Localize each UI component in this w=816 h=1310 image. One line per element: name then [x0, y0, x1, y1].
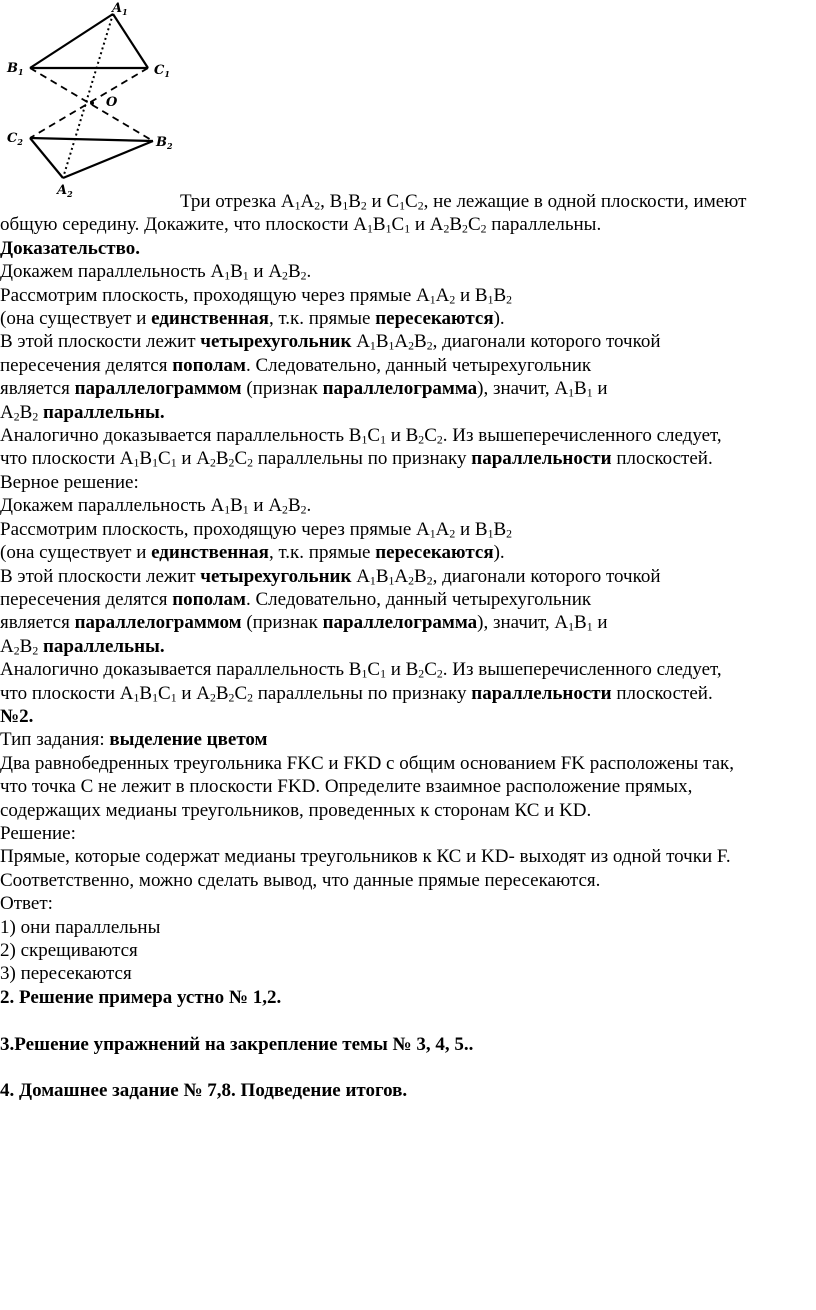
label-B2: $B_2$ — [156, 135, 173, 151]
correct-solution-label: Верное решение: — [0, 471, 139, 493]
task2-number: №2. — [0, 705, 34, 727]
proof-line: что плоскости $А_1В_1С_1$ и $А_2В_2С_2$ параллельны по признаку параллельности плоскостей. — [0, 682, 713, 704]
label-A2: $A_2$ — [57, 183, 73, 199]
task2-solution-line: Соответственно, можно сделать вывод, что данные прямые пересекаются. — [0, 869, 601, 891]
proof-line: Аналогично доказывается параллельность $В_1С_1$ и $В_2С_2$. Из вышеперечисленного следует, — [0, 425, 722, 447]
segment-A2-B2 — [63, 141, 153, 178]
proof-line: Рассмотрим плоскость, проходящую через прямые $А_1А_2$ и $В_1В_2$ — [0, 284, 513, 306]
proof-line: (она существует и единственная, т.к. прямые пересекаются). — [0, 542, 505, 564]
proof-block — [0, 260, 816, 471]
label-A1: $A_1$ — [112, 1, 128, 17]
geometry-figure — [0, 0, 180, 200]
proof-line: пересечения делятся пополам. Следовательно, данный четырехугольник — [0, 354, 592, 376]
lesson-item-2: 2. Решение примера устно № 1,2. — [0, 986, 282, 1008]
problem1-line2: общую середину. Докажите, что плоскости $А_1В_1С_1$ и $А_2В_2С_2$ параллельны. — [0, 214, 602, 236]
proof-line: $А_2В_2$ параллельны. — [0, 635, 165, 658]
proof-line: Докажем параллельность $А_1В_1$ и $А_2В_2$. — [0, 261, 312, 283]
proof-title: Доказательство. — [0, 237, 140, 259]
segment-C2-B2 — [30, 138, 153, 141]
segment-A1-C1 — [113, 14, 148, 68]
segment-C2-A2 — [30, 138, 63, 178]
lesson-item-3: 3.Решение упражнений на закрепление темы № 3, 4, 5.. — [0, 1033, 474, 1055]
proof-line: является параллелограммом (признак параллелограмма), значит, $А_1В_1$ и — [0, 378, 608, 400]
lesson-item-4: 4. Домашнее задание № 7,8. Подведение итогов. — [0, 1080, 408, 1102]
label-O: O — [106, 95, 118, 110]
point-O — [90, 101, 94, 105]
answer-option: 3) пересекаются — [0, 963, 132, 985]
proof-line: В этой плоскости лежит четырехугольник $А_1В_1А_2В_2$, диагонали которого точкой — [0, 565, 661, 587]
document-body — [0, 190, 816, 1103]
answer-option: 2) скрещиваются — [0, 940, 138, 961]
proof-line: что плоскости $А_1В_1С_1$ и $А_2В_2С_2$ параллельны по признаку параллельности плоскостей. — [0, 448, 713, 470]
task2-type: Тип задания: выделение цветом — [0, 729, 268, 751]
proof-line: пересечения делятся пополам. Следовательно, данный четырехугольник — [0, 588, 592, 610]
answer-option: 1) они параллельны — [0, 916, 161, 938]
proof-line: В этой плоскости лежит четырехугольник $А_1В_1А_2В_2$, диагонали которого точкой — [0, 331, 661, 353]
proof-line: Докажем параллельность $А_1В_1$ и $А_2В_2$. — [0, 495, 312, 517]
task2-statement-line: содержащих медианы треугольников, проведенных к сторонам КС и KD. — [0, 799, 592, 821]
proof-block — [0, 494, 816, 705]
label-C1: $C_1$ — [154, 63, 170, 79]
task2-solution-line: Прямые, которые содержат медианы треугольников к КС и KD- выходят из одной точки F. — [0, 846, 731, 868]
proof-line: (она существует и единственная, т.к. прямые пересекаются). — [0, 308, 505, 330]
task2-statement-line: что точка С не лежит в плоскости FKD. Определите взаимное расположение прямых, — [0, 776, 693, 798]
problem1-line1: Три отрезка $А_1А_2$, $В_1В_2$ и $С_1С_2$, не лежащие в одной плоскости, имеют — [180, 191, 747, 213]
segment-C1-C2 — [30, 68, 148, 138]
label-B1: $B_1$ — [7, 61, 24, 77]
segment-A1-B1 — [30, 14, 113, 68]
label-C2: $C_2$ — [7, 131, 23, 147]
task2-answer-label: Ответ: — [0, 893, 53, 915]
proof-line: Аналогично доказывается параллельность $В_1С_1$ и $В_2С_2$. Из вышеперечисленного следует, — [0, 659, 722, 681]
proof-line: Рассмотрим плоскость, проходящую через прямые $А_1А_2$ и $В_1В_2$ — [0, 518, 513, 541]
task2-solution-label: Решение: — [0, 822, 76, 844]
proof-line: является параллелограммом (признак параллелограмма), значит, $А_1В_1$ и — [0, 612, 608, 634]
task2-statement-line: Два равнобедренных треугольника FKC и FKD с общим основанием FK расположены так, — [0, 752, 735, 774]
proof-line: $А_2В_2$ параллельны. — [0, 401, 165, 423]
